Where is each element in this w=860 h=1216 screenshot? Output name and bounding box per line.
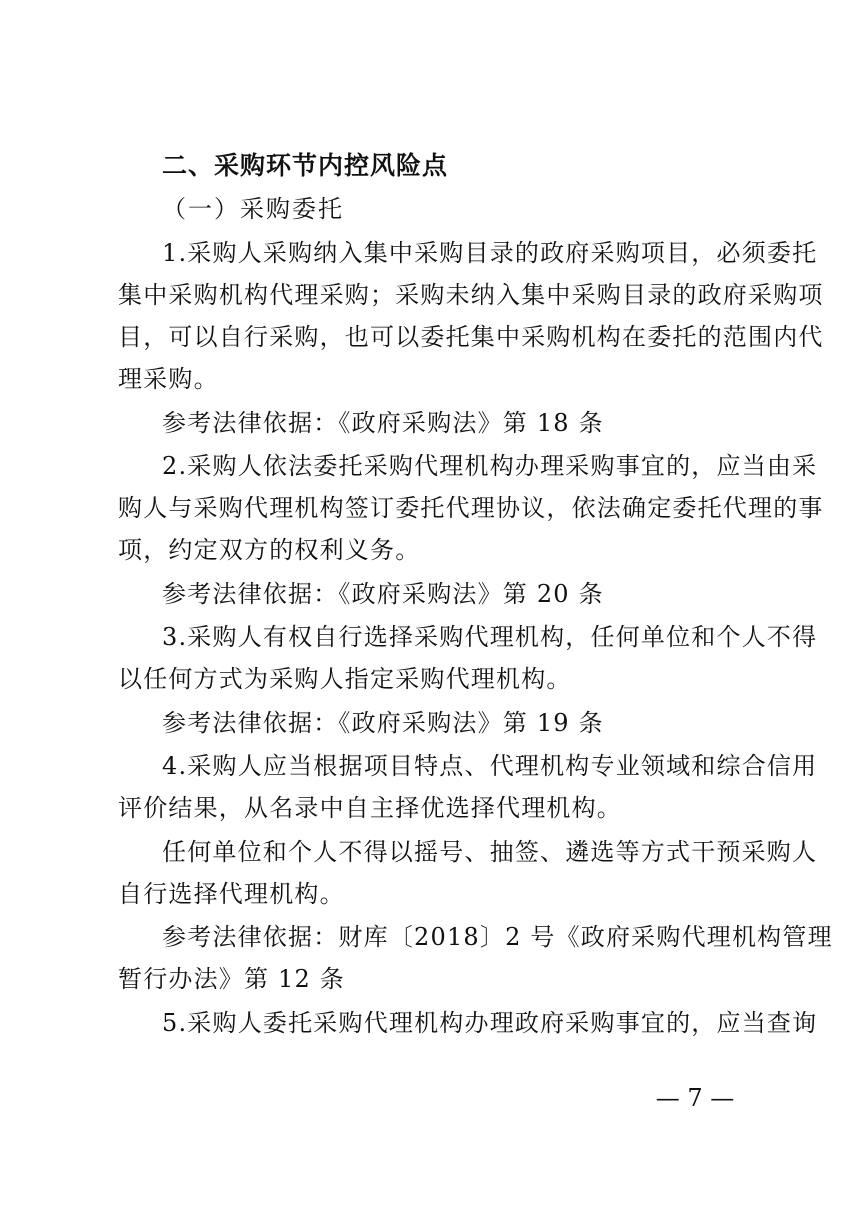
text-line: 1.采购人采购纳入集中采购目录的政府采购项目，必须委托 — [162, 239, 818, 267]
text-line: 参考法律依据：财库〔2018〕2 号《政府采购代理机构管理 — [162, 923, 833, 951]
subsection-heading: （一）采购委托 — [162, 195, 344, 223]
text-line: 以任何方式为采购人指定采购代理机构。 — [118, 665, 572, 693]
text-line: 暂行办法》第 12 条 — [118, 965, 345, 993]
legal-basis-1 — [118, 402, 754, 444]
paragraph-1 — [118, 232, 824, 400]
text-line: 4.采购人应当根据项目特点、代理机构专业领域和综合信用 — [162, 752, 818, 780]
text-line: 参考法律依据：《政府采购法》第 19 条 — [162, 708, 604, 737]
text-line: 2.采购人依法委托采购代理机构办理采购事宜的，应当由采 — [162, 452, 818, 480]
text-line: 购人与采购代理机构签订委托代理协议，依法确定委托代理的事 — [118, 494, 824, 522]
section-heading: 二、采购环节内控风险点 — [162, 151, 449, 180]
text-line: 项，约定双方的权利义务。 — [118, 536, 421, 564]
text-line: 理采购。 — [118, 365, 219, 393]
legal-basis-4 — [118, 916, 833, 1000]
text-line: 5.采购人委托采购代理机构办理政府采购事宜的，应当查询 — [162, 1008, 818, 1037]
paragraph-5 — [118, 1002, 818, 1044]
paragraph-4 — [118, 745, 818, 829]
page-number: — 7 — — [655, 1084, 735, 1112]
paragraph-3 — [118, 616, 818, 700]
text-line: 参考法律依据：《政府采购法》第 20 条 — [162, 579, 604, 608]
paragraph-2 — [118, 445, 824, 571]
text-line: 任何单位和个人不得以摇号、抽签、遴选等方式干预采购人 — [162, 837, 818, 866]
text-line: 集中采购机构代理采购；采购未纳入集中采购目录的政府采购项 — [118, 281, 824, 309]
text-line: 3.采购人有权自行选择采购代理机构，任何单位和个人不得 — [162, 623, 818, 651]
paragraph-4b — [118, 831, 818, 915]
text-line: 自行选择代理机构。 — [118, 879, 345, 908]
text-line: 目，可以自行采购，也可以委托集中采购机构在委托的范围内代 — [118, 323, 824, 351]
text-line: 参考法律依据：《政府采购法》第 18 条 — [162, 408, 604, 437]
legal-basis-2 — [118, 573, 754, 615]
legal-basis-3 — [118, 702, 754, 744]
body-text — [118, 232, 833, 1045]
text-line: 评价结果，从名录中自主择优选择代理机构。 — [118, 794, 622, 822]
